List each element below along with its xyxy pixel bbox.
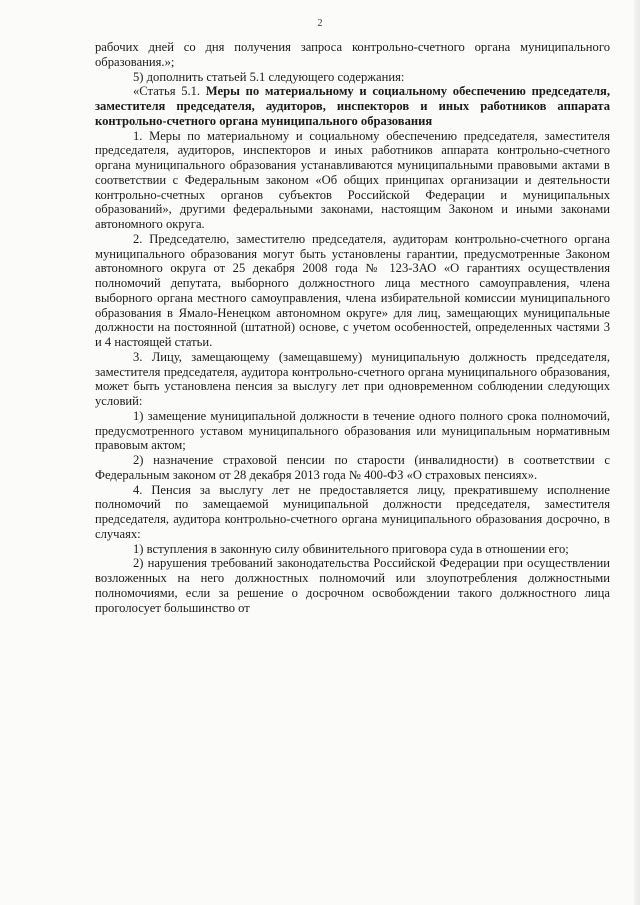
paragraph: 3. Лицу, замещающему (замещавшему) муниципальную должность председателя, заместителя председателя, аудитора контрольно-счетного органа муниципального образования, может быть установлена пенсия за выслугу лет при одновременном соблюдении следующих условий:	[95, 349, 610, 408]
paragraph: 2. Председателю, заместителю председателя, аудиторам контрольно-счетного органа муниципального образования могут быть установлены гарантии, предусмотренные Законом автономного округа от 25 декабря 2008 года № 123-ЗАО «О гарантиях осуществления полномочий депутата, выборного должностного лица местного самоуправления, члена выборного органа местного самоуправления, члена избирательной комиссии муниципального образования в Ямало-Ненецком автономном округе» для лиц, замещающих муниципальные должности на постоянной (штатной) основе, с учетом особенностей, определенных частями 3 и 4 настоящей статьи.	[95, 231, 610, 349]
paragraph: 5) дополнить статьей 5.1 следующего содержания:	[133, 69, 405, 84]
list-item: 1) замещение муниципальной должности в течение одного полного срока полномочий, предусмотренного уставом муниципального образования или муниципальным нормативным правовым актом;	[95, 408, 610, 453]
list-item: 2) назначение страховой пенсии по старости (инвалидности) в соответствии с Федеральным законом от 28 декабря 2013 года № 400-ФЗ «О страховых пенсиях».	[95, 453, 610, 482]
document-body	[95, 40, 610, 615]
list-item: 2) нарушения требований законодательства Российской Федерации при осуществлении возложенных на него должностных полномочий или злоупотребления должностными полномочиями, если за решение о досрочном освобождении такого должностного лица проголосует большинство от	[95, 556, 610, 615]
list-item: 1) вступления в законную силу обвинительного приговора суда в отношении его;	[133, 541, 569, 556]
scan-edge-shadow	[634, 0, 640, 905]
article-heading-prefix: «Статья 5.1.	[133, 84, 206, 99]
paragraph: 1. Меры по материальному и социальному обеспечению председателя, заместителя председателя, аудиторов, инспекторов и иных работников аппарата контрольно-счетного органа муниципального образования устанавливаются муниципальными правовыми актами в соответствии с Федеральным законом «Об общих принципах организации и деятельности контрольно-счетных органов субъектов Российской Федерации и муниципальных образований», другими федеральными законами, настоящим Законом и иными законами автономного округа.	[95, 128, 610, 231]
article-heading	[95, 84, 610, 128]
article-heading-title: Меры по материальному и социальному обеспечению председателя, заместителя председателя, аудиторов, инспекторов и иных работников аппарата контрольно-счетного органа муниципального образования	[95, 84, 610, 128]
paragraph: 4. Пенсия за выслугу лет не предоставляется лицу, прекратившему исполнение полномочий по замещаемой муниципальной должности председателя, заместителя председателя, аудитора контрольно-счетного органа муниципального образования досрочно, в случаях:	[95, 482, 610, 541]
page-number: 2	[317, 18, 323, 29]
paragraph: рабочих дней со дня получения запроса контрольно-счетного органа муниципального образования.»;	[95, 40, 610, 69]
